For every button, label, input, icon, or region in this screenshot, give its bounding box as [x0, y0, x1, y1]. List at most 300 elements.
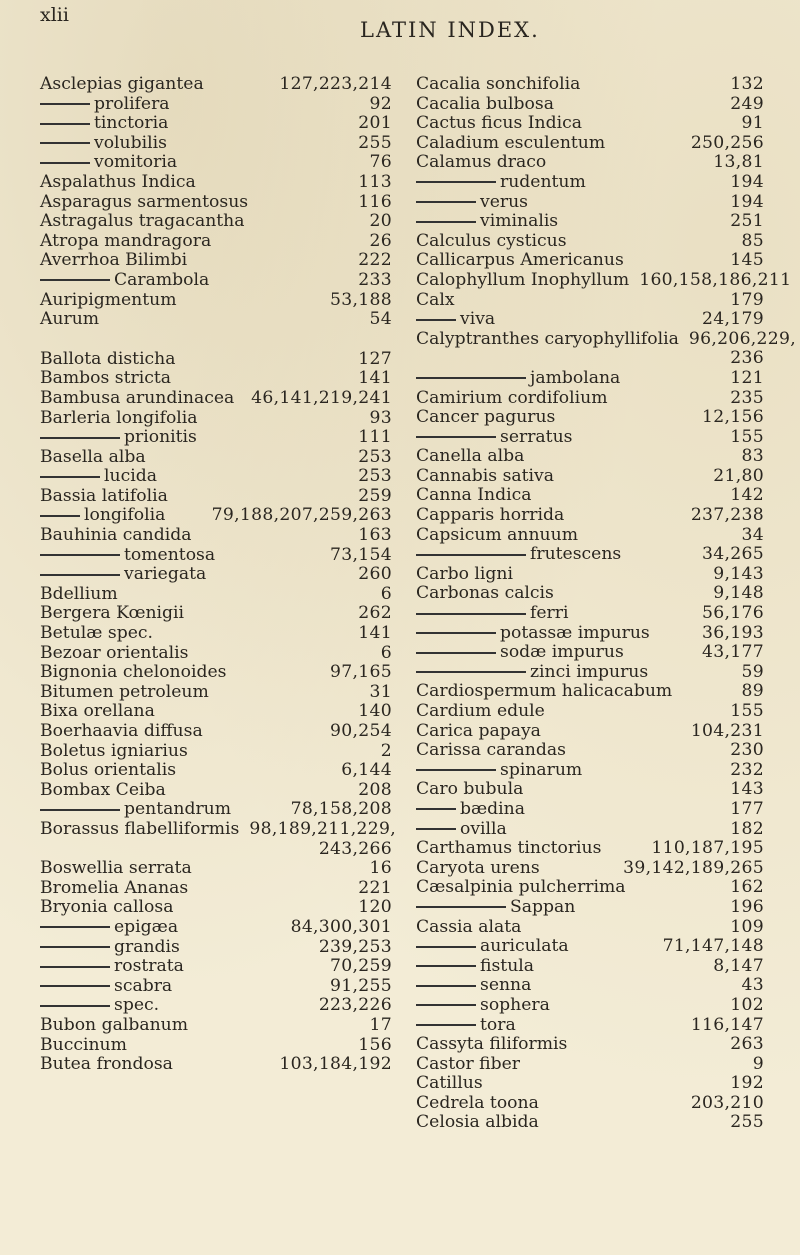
entry-term-text: Aspalathus Indica — [40, 171, 196, 192]
page-refs: 104,231 — [690, 720, 764, 741]
index-entry — [416, 722, 764, 742]
page-refs-continued: 243,266 — [318, 838, 392, 859]
page-refs: 111 — [358, 427, 392, 448]
index-entry — [416, 820, 764, 840]
page-refs: 9,143 — [713, 563, 764, 584]
index-entry — [416, 957, 764, 977]
page-refs: 194 — [730, 191, 764, 212]
ditto-dash — [40, 554, 120, 556]
index-entry — [40, 114, 392, 134]
entry-term-text: Barleria longifolia — [40, 407, 198, 428]
index-entry — [40, 859, 392, 879]
entry-term-text: Cactus ficus Indica — [416, 113, 582, 134]
entry-term — [416, 722, 541, 742]
page-refs: 251 — [730, 211, 764, 232]
index-entry — [416, 114, 764, 134]
page-refs: 56,176 — [702, 603, 764, 624]
index-entry — [40, 683, 392, 703]
page-refs: 9,148 — [713, 583, 764, 604]
entry-term-text: Carica papaya — [416, 720, 541, 741]
entry-term-text: Cancer pagurus — [416, 407, 556, 428]
index-entry — [40, 369, 392, 389]
entry-term — [40, 134, 167, 154]
entry-term-text: vomitoria — [94, 152, 178, 173]
index-entry — [416, 1074, 764, 1094]
entry-term-text: Aurum — [40, 309, 100, 330]
entry-term — [416, 271, 629, 291]
index-entry — [416, 839, 764, 859]
entry-term-text: Caryota urens — [416, 857, 540, 878]
entry-term — [416, 859, 540, 879]
index-entry — [416, 976, 764, 996]
entry-term — [416, 1035, 567, 1055]
index-entry — [416, 859, 764, 879]
entry-term — [40, 898, 173, 918]
entry-term-text: Bassia latifolia — [40, 485, 168, 506]
index-entry — [416, 624, 764, 644]
index-entry — [416, 741, 764, 761]
entry-term — [416, 957, 534, 977]
index-entry — [40, 310, 392, 330]
index-entry — [40, 761, 392, 781]
index-entry — [40, 350, 392, 370]
ditto-dash — [416, 985, 476, 987]
entry-term — [416, 918, 521, 938]
entry-term-text: auriculata — [480, 936, 569, 957]
entry-term-text: tora — [480, 1014, 516, 1035]
entry-term-text: rostrata — [114, 956, 184, 977]
page-refs: 127,223,214 — [279, 74, 392, 94]
index-entry — [416, 918, 764, 938]
entry-term-text: spec. — [114, 995, 160, 1016]
entry-term-text: Cassyta filiformis — [416, 1034, 568, 1055]
index-entry — [40, 134, 392, 154]
entry-term-text: senna — [480, 975, 532, 996]
page-number: xlii — [40, 4, 69, 26]
index-entry — [40, 428, 392, 448]
entry-term — [416, 820, 507, 840]
page-refs: 203,210 — [690, 1092, 764, 1113]
left-index-column — [40, 74, 397, 1075]
entry-term — [40, 1055, 173, 1075]
index-entry — [416, 506, 764, 526]
page-refs: 34,265 — [702, 544, 764, 565]
entry-term — [416, 75, 580, 95]
entry-term-text: zinci impurus — [530, 661, 649, 682]
entry-term — [416, 330, 679, 350]
entry-term-text: sodæ impurus — [500, 642, 624, 663]
ditto-dash — [416, 201, 476, 203]
entry-term — [416, 1074, 483, 1094]
page-refs: 96,206,229, — [688, 328, 797, 349]
entry-term — [40, 1036, 127, 1056]
page-refs: 192 — [730, 1073, 764, 1094]
index-entry — [40, 624, 392, 644]
index-entry — [40, 800, 392, 820]
entry-term — [40, 820, 239, 840]
page-refs: 36,193 — [702, 622, 764, 643]
entry-term — [40, 546, 215, 566]
entry-term — [40, 350, 176, 370]
page-refs: 235 — [730, 387, 764, 408]
entry-term — [40, 565, 206, 585]
ditto-dash — [416, 181, 496, 183]
page-refs: 230 — [730, 740, 764, 761]
page-refs: 201 — [358, 113, 392, 134]
index-entry — [40, 938, 392, 958]
entry-term — [416, 702, 545, 722]
entry-term — [40, 271, 209, 291]
entry-term-text: bædina — [460, 798, 525, 819]
entry-term-text: fistula — [480, 955, 535, 976]
page-refs: 91 — [741, 113, 764, 134]
entry-term-text: Castor fiber — [416, 1053, 521, 1074]
index-entry — [416, 408, 764, 428]
ditto-dash — [40, 985, 110, 987]
entry-term — [40, 428, 197, 448]
index-entry — [40, 565, 392, 585]
entry-term — [416, 212, 558, 232]
ditto-dash — [416, 828, 456, 830]
page-refs: 103,184,192 — [279, 1054, 392, 1075]
entry-term — [416, 310, 495, 330]
index-entry — [416, 702, 764, 722]
entry-term — [416, 604, 568, 624]
index-entry — [40, 702, 392, 722]
ditto-dash — [416, 1004, 476, 1006]
page-refs: 6 — [380, 583, 392, 604]
ditto-dash — [40, 476, 100, 478]
entry-term-text: pentandrum — [124, 799, 232, 820]
index-entry — [40, 546, 392, 566]
page-refs: 249 — [730, 93, 764, 114]
entry-term-text: potassæ impurus — [500, 622, 650, 643]
entry-term — [40, 781, 166, 801]
page-refs: 59 — [741, 661, 764, 682]
ditto-dash — [416, 946, 476, 948]
page-refs: 89 — [741, 681, 764, 702]
entry-term — [416, 232, 567, 252]
entry-term — [40, 487, 168, 507]
page-refs: 141 — [358, 623, 392, 644]
page-refs: 8,147 — [713, 955, 764, 976]
page-refs: 113 — [358, 171, 392, 192]
entry-term — [40, 409, 198, 429]
entry-term — [416, 584, 554, 604]
page-refs: 120 — [358, 897, 392, 918]
entry-term — [416, 937, 569, 957]
page-refs: 233 — [358, 269, 392, 290]
entry-term-text: Capsicum annuum — [416, 524, 578, 545]
page-refs: 177 — [730, 798, 764, 819]
index-entry — [40, 818, 397, 840]
index-entry — [40, 153, 392, 173]
index-entry — [416, 291, 764, 311]
index-entry — [40, 604, 392, 624]
page-refs: 263 — [730, 1034, 764, 1055]
entry-term — [416, 1055, 520, 1075]
index-entry — [40, 467, 392, 487]
index-entry — [40, 251, 392, 271]
index-entry — [40, 212, 392, 232]
entry-term-text: Bixa orellana — [40, 701, 155, 722]
ditto-dash — [40, 437, 120, 439]
index-entry — [416, 310, 764, 330]
entry-term-text: Calamus draco — [416, 152, 547, 173]
page-refs: 163 — [358, 525, 392, 546]
entry-term — [416, 1113, 539, 1133]
running-head: LATIN INDEX. — [360, 18, 540, 42]
page-refs: 16 — [369, 858, 392, 879]
entry-term-text: Sappan — [510, 896, 576, 917]
ditto-dash — [40, 966, 110, 968]
index-entry — [416, 898, 764, 918]
page-refs: 109 — [730, 916, 764, 937]
entry-term — [40, 663, 226, 683]
entry-term — [40, 644, 188, 664]
page-refs: 6,144 — [341, 760, 392, 781]
index-entry — [40, 1055, 392, 1075]
page-refs: 31 — [369, 681, 392, 702]
index-entry — [416, 428, 764, 448]
entry-term-text: Calculus cysticus — [416, 230, 567, 251]
entry-term — [416, 467, 554, 487]
entry-term-text: Bambusa arundinacea — [40, 387, 235, 408]
page-refs: 260 — [358, 564, 392, 585]
entry-term — [40, 761, 176, 781]
page-refs: 237,238 — [690, 505, 764, 526]
page-refs: 143 — [730, 779, 764, 800]
entry-term — [416, 682, 672, 702]
page-refs: 54 — [369, 309, 392, 330]
page-refs: 255 — [358, 132, 392, 153]
index-entry — [416, 153, 764, 173]
index-entry — [416, 1035, 764, 1055]
entry-term — [416, 839, 601, 859]
page-refs: 179 — [730, 289, 764, 310]
entry-term — [416, 898, 575, 918]
entry-term-text: verus — [480, 191, 528, 212]
page-refs: 79,188,207,259,263 — [211, 505, 392, 526]
page-refs: 116,147 — [690, 1014, 764, 1035]
page-refs: 145 — [730, 250, 764, 271]
entry-term — [40, 193, 248, 213]
page-refs: 102 — [730, 994, 764, 1015]
page-refs: 262 — [358, 603, 392, 624]
index-entry — [40, 291, 392, 311]
entry-term-text: lucida — [104, 466, 157, 487]
entry-term — [40, 1016, 188, 1036]
index-entry — [40, 448, 392, 468]
page-refs: 142 — [730, 485, 764, 506]
entry-term — [416, 1016, 516, 1036]
ditto-dash — [416, 613, 526, 615]
page-refs: 92 — [369, 93, 392, 114]
page-refs: 253 — [358, 446, 392, 467]
ditto-dash — [40, 515, 80, 517]
entry-term — [40, 683, 209, 703]
page-refs: 34 — [741, 524, 764, 545]
entry-term — [416, 800, 525, 820]
page-refs: 53,188 — [330, 289, 392, 310]
entry-term — [40, 389, 234, 409]
index-entry — [40, 918, 392, 938]
entry-term — [40, 369, 171, 389]
page-refs: 196 — [730, 896, 764, 917]
entry-term-text: tomentosa — [124, 544, 216, 565]
entry-spacer — [40, 330, 392, 350]
index-entry — [416, 447, 764, 467]
entry-term — [40, 212, 245, 232]
ditto-dash — [40, 926, 110, 928]
index-entry — [416, 878, 764, 898]
entry-term — [40, 448, 146, 468]
index-entry — [40, 957, 392, 977]
entry-term — [40, 859, 192, 879]
entry-term — [40, 957, 184, 977]
ditto-dash — [416, 319, 456, 321]
entry-term-text: Bubon galbanum — [40, 1014, 189, 1035]
index-entry — [416, 389, 764, 409]
index-entry — [40, 1016, 392, 1036]
ditto-dash — [40, 946, 110, 948]
index-entry — [40, 996, 392, 1016]
page-refs: 259 — [358, 485, 392, 506]
entry-term — [40, 800, 231, 820]
entry-term — [40, 722, 203, 742]
page-refs: 24,179 — [702, 309, 764, 330]
page-refs: 26 — [369, 230, 392, 251]
entry-term-text: scabra — [114, 975, 173, 996]
index-entry — [40, 977, 392, 997]
index-entry — [416, 545, 764, 565]
entry-term — [40, 506, 165, 526]
entry-term-text: Cardium edule — [416, 701, 545, 721]
entry-term-text: Bauhinia candida — [40, 525, 192, 546]
index-entry — [416, 565, 764, 585]
entry-term-text: viminalis — [480, 211, 559, 232]
page-refs: 90,254 — [330, 721, 392, 741]
entry-term-text: Capparis horrida — [416, 505, 565, 526]
page-refs: 43,177 — [702, 642, 764, 663]
index-entry — [40, 409, 392, 429]
index-entry — [40, 1036, 392, 1056]
entry-term — [416, 428, 572, 448]
entry-term — [416, 95, 554, 115]
index-entry — [416, 134, 764, 154]
page-refs-continued: 236 — [730, 348, 764, 369]
entry-term-text: Carbonas calcis — [416, 583, 554, 604]
entry-term-text: frutescens — [530, 544, 622, 565]
entry-term-text: jambolana — [530, 367, 621, 388]
entry-term — [40, 938, 180, 958]
ditto-dash — [416, 808, 456, 810]
entry-term — [40, 585, 118, 605]
ditto-dash — [416, 632, 496, 634]
index-entry — [416, 663, 764, 683]
page-refs: 76 — [369, 152, 392, 173]
ditto-dash — [416, 671, 526, 673]
page-refs: 91,255 — [330, 975, 392, 996]
index-entry — [416, 75, 764, 95]
index-entry — [416, 1113, 764, 1133]
index-entry — [416, 486, 764, 506]
ditto-dash — [416, 554, 526, 556]
entry-term-text: ovilla — [460, 818, 507, 839]
index-entry — [40, 722, 392, 742]
page-refs: 160,158,186,211 — [639, 269, 792, 290]
entry-term-text: Bignonia chelonoides — [40, 662, 227, 683]
entry-term-text: Carissa carandas — [416, 740, 566, 761]
page-refs: 2 — [380, 740, 392, 761]
index-entry — [416, 193, 764, 213]
index-entry — [40, 506, 392, 526]
page-refs: 250,256 — [690, 132, 764, 153]
entry-term — [40, 604, 184, 624]
index-entry — [40, 781, 392, 801]
index-entry — [40, 644, 392, 664]
entry-term-text: Asparagus sarmentosus — [40, 191, 249, 212]
entry-term-text: Borassus flabelliformis — [40, 818, 240, 839]
index-entry — [40, 663, 392, 683]
page-refs: 239,253 — [318, 936, 392, 957]
entry-term — [40, 526, 191, 546]
page-refs: 46,141,219,241 — [251, 387, 392, 408]
entry-term-text: Boletus igniarius — [40, 740, 188, 761]
page-refs: 116 — [358, 191, 392, 212]
entry-term-text: Carambola — [114, 269, 210, 290]
entry-term-text: Bombax Ceiba — [40, 779, 166, 800]
page-refs: 93 — [369, 407, 392, 428]
index-entry — [416, 251, 764, 271]
ditto-dash — [416, 377, 526, 379]
index-entry — [416, 212, 764, 232]
entry-term-text: sophera — [480, 994, 550, 1015]
index-entry — [416, 349, 764, 369]
entry-term — [416, 643, 624, 663]
entry-term-text: ferri — [530, 603, 569, 624]
entry-term-text: Bryonia callosa — [40, 897, 174, 918]
entry-term — [416, 389, 608, 409]
page-refs: 121 — [730, 367, 764, 388]
ditto-dash — [416, 965, 476, 967]
entry-term-text: Calx — [416, 289, 455, 310]
page-refs: 182 — [730, 818, 764, 839]
index-entry — [40, 95, 392, 115]
entry-term-text: Buccinum — [40, 1034, 127, 1055]
page-refs: 6 — [380, 642, 392, 663]
entry-term — [416, 565, 513, 585]
index-entry — [40, 232, 392, 252]
page-refs: 155 — [730, 426, 764, 447]
page-refs: 85 — [741, 230, 764, 251]
entry-term-text: variegata — [124, 564, 207, 585]
entry-term — [416, 780, 523, 800]
page-refs: 253 — [358, 466, 392, 487]
entry-term-text: Caladium esculentum — [416, 132, 606, 153]
index-entry — [416, 328, 797, 350]
entry-term — [40, 291, 177, 311]
index-entry — [416, 996, 764, 1016]
entry-term-text: Catillus — [416, 1073, 483, 1094]
entry-term-text: Ballota disticha — [40, 348, 176, 369]
index-entry — [416, 95, 764, 115]
index-entry — [40, 526, 392, 546]
entry-term — [40, 996, 159, 1016]
index-entry — [416, 937, 764, 957]
ditto-dash — [40, 142, 90, 144]
index-entry — [416, 1055, 764, 1075]
